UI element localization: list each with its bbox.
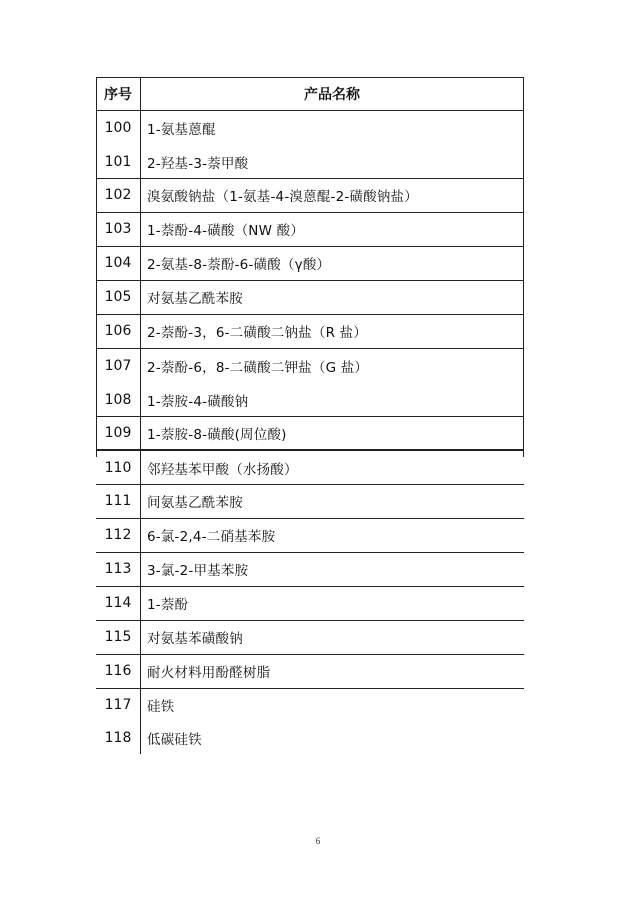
header-name: 产品名称: [304, 86, 360, 103]
row-index: 114: [104, 595, 132, 611]
row-name: 低碳硅铁: [147, 731, 202, 748]
row-name: 1-萘酚: [147, 597, 189, 613]
page-number: 6: [315, 836, 321, 846]
row-name: 6-氯-2,4-二硝基苯胺: [147, 529, 276, 545]
row-index: 107: [104, 357, 132, 374]
row-index: 105: [104, 289, 132, 305]
row-name: 间氨基乙酰苯胺: [147, 495, 243, 511]
row-index: 100: [104, 119, 132, 136]
row-name: 对氨基苯磺酸钠: [147, 631, 243, 647]
row-index: 110: [104, 459, 132, 476]
row-name: 1-萘胺-4-磺酸钠: [147, 393, 249, 410]
row-name: 2-羟基-3-萘甲酸: [147, 155, 249, 172]
row-name: 溴氨酸钠盐（1-氨基-4-溴蒽醌-2-磺酸钠盐）: [147, 189, 418, 205]
row-index: 102: [104, 187, 132, 203]
table-rule: [523, 77, 524, 457]
row-index: 115: [104, 629, 132, 645]
row-index: 108: [104, 391, 132, 408]
row-index: 104: [104, 255, 132, 271]
row-name: 2-萘酚-3，6-二磺酸二钠盐（R 盐）: [147, 325, 368, 341]
row-name: 邻羟基苯甲酸（水扬酸）: [147, 461, 298, 478]
table-rule: [140, 77, 141, 754]
row-name: 1-萘胺-8-磺酸(周位酸): [147, 426, 287, 443]
row-index: 103: [104, 221, 132, 237]
row-name: 1-萘酚-4-磺酸（NW 酸）: [147, 223, 305, 239]
row-name: 硅铁: [147, 698, 175, 715]
row-index: 111: [104, 493, 132, 509]
row-index: 116: [104, 663, 132, 679]
row-index: 109: [104, 424, 132, 441]
row-name: 2-萘酚-6，8-二磺酸二钾盐（G 盐）: [147, 359, 369, 376]
row-name: 3-氯-2-甲基苯胺: [147, 563, 249, 579]
row-index: 118: [104, 729, 132, 746]
row-index: 106: [104, 323, 132, 339]
row-name: 1-氨基蒽醌: [147, 121, 216, 138]
row-index: 112: [104, 527, 132, 543]
row-index: 117: [104, 696, 132, 713]
row-name: 耐火材料用酚醛树脂: [147, 665, 271, 681]
row-index: 113: [104, 561, 132, 577]
row-name: 对氨基乙酰苯胺: [147, 291, 243, 307]
row-index: 101: [104, 153, 132, 170]
header-index: 序号: [104, 86, 132, 103]
row-name: 2-氨基-8-萘酚-6-磺酸（γ酸）: [147, 257, 331, 273]
